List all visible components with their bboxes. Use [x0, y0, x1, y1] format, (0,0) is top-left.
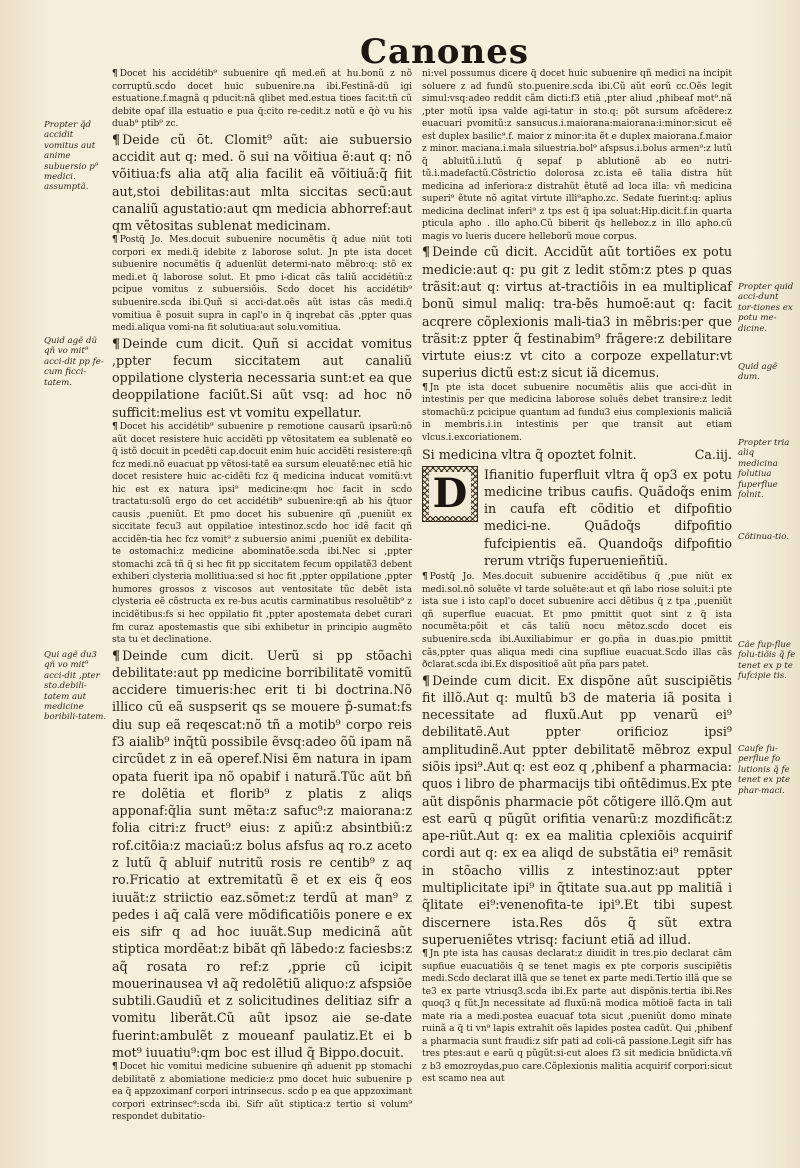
pilcrow-icon: ¶ [112, 422, 118, 432]
commentary-paragraph: ¶ Jn pte ista docet subuenire nocumẽtis aliis que acci-dũt in intestinis per que medicina laborose soluẽs debet transire:z ledit stomachũ:z pcicipue quantum ad fundu3 eius complexionis maliciã in membris.i.in intestinis per que transit aut etiam vlcus.i.excoriationem. [422, 382, 732, 443]
decorated-initial-icon: D [422, 466, 478, 522]
margin-gloss: Propter quid acci-dunt tor-tiones ex potu me-dicine. [738, 282, 794, 334]
canon-text-paragraph: ¶ Deide cũ ōt. Clomit⁹ aũt: aie subuersio accidit aut q: med. õ sui na võitiua ẽ:aut q: nõ võitiua:fs alia atq̃ alia facilit eã võitiuã:q̃ fiit aut,stoi debilitas:aut mlta siccitas secũ:aut canaliũ agustatio:aut qm medicia abhorref:aut qm vẽtositas sublenat medicinam. [112, 131, 412, 234]
pilcrow-icon: ¶ [112, 69, 118, 79]
margin-gloss: Qui agẽ du3 qñ vo mit⁹ acci-dit ,pter sto.debili-tatem aut medicine boribili-tatem. [44, 650, 107, 723]
commentary-paragraph: ¶ Docet hic vomitui medicine subuenire qñ aduenit pp stomachi debilitatẽ z abomiatione medicie:z pmo docet huic subuenire p ea q̃ appzoximanf corpori intrinsecus. scḋo p ea que appzoximant corpori extrinsec⁹:scḋa ibi. Sifr aũt stiptica:z tertio si volum⁹ respondet dubitatio- [112, 1062, 412, 1123]
pilcrow-icon: ¶ [112, 335, 121, 351]
pilcrow-icon: ¶ [112, 131, 121, 147]
commentary-paragraph: ¶ Postq̃ Jo. Mes.docuit subuenire accidẽtibus q̃ ,pue niũt ex medi.sol.nõ soluẽte vł tarde soluẽte:aut et qñ labo riose soluit:i pte ista sue i isto capl'o docet subuenire acci dẽtibus q̃ z tpa ,pueniũt qñ superflue euacuat. Et pmo pmittit quot sint z q̃ ista nocumẽta:põit et cãs taliũ nocu mẽtoz.scḋo docet eis subuenire.scḋa ibi.Auxiliabimur er go.pña in duas.pio pmittit cãs,ppter quas aliqua medi cina supfliue euacuat.Scḋo illas cãs ðclarat.scḋa ibi.Ex dispositioẽ aũt pña pars patet. [422, 572, 732, 671]
margin-gloss: Cõtinua-tio. [738, 532, 790, 542]
chapter-opening-text: Ifianitio fuperfluit vltra q̃ op3 ex potu medicine tribus caufis. Quãdoq̃s enim in caufa eft cõditio et difpofitio medici-ne. Quãdoq̃s difpofitio fufcipientis eã. Quandoq̃s difpofitio rerum vtriq̃s fuperuenieñtiũ. [484, 466, 732, 569]
margin-gloss: Cãe fup-flue folu-tiõis q̃ fe tenet ex p te fufcipie tis. [738, 640, 796, 682]
chapter-number: Ca.iij. [694, 447, 732, 463]
chapter-rubric [422, 446, 732, 463]
margin-gloss: Caufe fu-perflue fo lutionis q̃ fe tenet ex pte phar-maci. [738, 744, 791, 796]
commentary-paragraph: ¶ Postq̃ Jo. Mes.docuit subuenire nocumẽtis q̃ adue niūt toti corpori ex medi.q̃ idebite z laborose solut. Jn pte ista docet subuenire nocumẽtis q̃ aduenlūt determi-nato mẽbro:q: stõ ex medi.et q̃ laborose solut. Et pmo i-dicat cãs taliũ accidétiũ:z pcipue vomitus z subuersiõis. Scḋo docet his accidétib⁹ subuenire.scḋa ibi.Quñ si acci-dat.oẽs aũt istas cãs medi.q̃ vomitiua ẽ posuit supra in capl'o in q̃ inqrebat cãs ,ppter quas medi.aliqua vomi-na fit solutiua:aut solu.vomitiua. [112, 235, 412, 334]
pilcrow-icon: ¶ [422, 382, 428, 393]
pilcrow-icon: ¶ [112, 235, 118, 246]
chapter-opening [422, 466, 732, 570]
commentary-paragraph: ¶ Docet his accidétib⁹ subuenire p remotione causarũ ipsarũ:nõ aũt docet resistere huic accidẽti pp vẽtositatem ea sublenatẽ eo q̃ istõ docuit in pcedẽti cap.docuit enim huic accidẽti resistere:qñ fcz medi.nõ euacuat pp vẽtosi-tatẽ ea sursum eleuatẽ:nec etiã hic docet resistere huic ac-cidẽti fcz q̃ medicina inducat vomitũ:vt hic est ex natura ipsi⁹ medicine:qm hoc facit in scḋo tractatu:solũ ergo do cet accidétib⁹ subuenire:qñ ab his q̃tuor causis ,pueniũt. Et pmo docet his subuenire qñ ,pueniũt ex siccitate fecu3 aut oppilatioe intestinoz.scḋo hoc idẽ facit qñ accidẽn-tia hec fcz vomit⁹ z subuersio animi ,pueniũt ex debilita-te ostomachi:z medicine abominatõe.scḋa ibi.Nec si ,ppter stomachi zcã tñ q̃ si hec fit pp siccitatem fecum oppilatẽ3 debent exhiberi clysteria mollitiua:sed si hoc fit ,ppter oppilatione ,ppter humores grossos z viscosos aut ventositate tũc debẽt ista clysteria eẽ cõstructa ex re-bus acutis carminatibus resoluẽtib⁹ z incidẽtibus:fs si hec oppilatio fit ,ppter apostemata debet curari fm curaz apostemastis que sibi exhibetur in principio augmẽto sta tu et declinatione. [112, 422, 412, 646]
margin-gloss: Propter tria aliq medicina folutiua fuperflue folnit. [738, 438, 790, 501]
margin-gloss: Quid agẽ dũ qñ vo mit⁹ acci-dit pp fe-cum ficci-tatem. [44, 336, 104, 388]
pilcrow-icon: ¶ [422, 949, 428, 960]
canon-text-paragraph: ¶ Deinde cũ dicit. Accidũt aũt tortiões ex potu medicie:aut q: pu git z ledit stõm:z ptes p quas trãsit:aut q: virtus at-tractiõis in ea multiplicaf bonũ simul maliq: tra-bẽs humoẽ:aut q: facit acqrere cõplexionis mali-tia3 in mẽbris:per que trãsit:z ppter q̃ festinabim⁹ frãgere:z debilitare virtute eius:z vt cito a corpoze expellatur:vt superius dictũ est:z sicut iã dicemus. [422, 244, 732, 381]
margin-gloss: Propter q̃d accidit vomitus aut anime subuersio p⁹ medici. assumptã. [44, 120, 99, 193]
commentary-paragraph: ¶ Docet his accidétib⁹ subuenire qñ med.eñ at hu.bonũ z nõ corruptũ.scḋo docet huic subuenire.na ibi.Festinã-dũ igi estuatione.f.magnã q pducit:nã qlibet med.estua tioes facit:tñ cũ debite opaf illa estuatio e pua q̃:cito re-cedit.z notũ e q̃ò vu his duab⁹ ptib⁹ zc. [112, 69, 412, 130]
pilcrow-icon: ¶ [422, 572, 428, 583]
text-column-left [112, 68, 412, 1124]
pilcrow-icon: ¶ [422, 672, 431, 688]
chapter-heading: Si medicina vltra q̃ opoztet folnit. [422, 447, 637, 463]
commentary-paragraph: ¶ Jn pte ista has causas declarat:z diuidit in tres.pio declarat cãm supfiue euacuatiõis q̃ se tenet magis ex pte corporis suscipiẽtis medi.Scḋo declarat illã que se tenet ex parte medi.Tertio illã que se te3 ex parte vtriusq3.scḋa ibi.Ex parte aut dispõnis.tertia ibi.Res quoq3 q fũt.Jn necessitate ad fluxũ:nã modica mõtioẽ facta in tali mate ria a medi.postea euacuaf tota sicut ,pueniũt domo minate ruinã a q̃ ti vn⁹ lapis extrahit oẽs lapides postea cadũt. Qui ,phibenf a pharmacia sunt fraudi:z sifr pati ad coli-cã passione.Legit sifr has tres ptes:aut e earũ q pũgũt:si-cut aloes f3 sit medicia bnũdicta.vñ z b3 emozroydas,puo care.Cõplexionis malitia acquirif corpori:sicut est scamo nea aut [422, 949, 732, 1085]
canon-text-paragraph: ¶ Deinde cum dicit. Uerũ si pp stõachi debilitate:aut pp medicine borribilitatẽ vomitũ accidere timueris:hec erit ti bi doctrina.Nõ illico cũ eã suspserit qs se mouere p̃-sumat:fs diu sup eã reqescat:nõ tñ a motib⁹ corpo reis f3 aialib⁹ inq̃tũ possibile ẽvsq:adeo õũ ipam nã circũdet z in eã operef.Nisi ẽm natura in ipam opata fuerit ipa nõ opabif i naturã.Tũc aũt bñ re dolẽtia et florib⁹ z platis z aliqs apponaf:q̃lia sunt mẽta:z safuc⁹:z maiorana:z folia citri:z fruct⁹ eius: z apiũ:z absintbiũ:z rof.citõia:z maciaũ:z bolus afsfus aq ro.z aceto z lutũ q̃ abluif nutritũ rosis re centib⁹ z aq ro.Fricatio at extremitatũ ẽ et ex eis q̃ eos iuuãt:z striictio eaz.sõmet:z terdũ at man⁹ z pedes i aq̃ calã vere mõdificatiõis ponere e ex eis sifr q ad hoc iuuãt.Sup medicinã aũt stiptica mordẽat:z bibãt qñ lãbedo:z faciesbs:z aq̃ rosata ro ref:z ,pprie cũ icipit mouerinausea vł aq̃ redolẽtiũ aliquo:z afspsiõe subtili.Gaudiũ et z solicitudines delitiaz sifr a vomitu liberãt.Cũ aũt ipsoz aie se-date fuerint:ambulẽt z moueanf paulatiz.Et ei b mot⁹ iuuatiu⁹:qm boc est illud q̃ Bippo.docuit. [112, 647, 412, 1061]
text-column-right [422, 68, 732, 1086]
pilcrow-icon: ¶ [112, 1062, 118, 1073]
margin-gloss: Quid agẽ dum. [738, 362, 778, 383]
canon-text-paragraph: ¶ Deinde cum dicit. Ex dispõne aũt suscipiẽtis fit illõ.Aut q: multũ b3 de materia iã posita i necessitate ad fluxũ.Aut pp venarũ ei⁹ debilitatẽ.Aut ppter orificioz ipsi⁹ amplitudinẽ.Aut ppter debilitatẽ mẽbroz expul siõis ipsi⁹.Aut q: est eoz q ,phibenf a pharmacia: quos i libro de pharmacijs tibi oñtẽdimus.Ex pte aũt dispõnis pharmacie põt cõtigere illõ.Qm aut est earũ q pũgũt orifitia venarũ:z mozdificãt:z ape-riũt.Aut q: ex ea malitia cplexiõis acquirif cordi aut q: ex ea aliqd de substãtia ei⁹ remãsit in stõacho villis z intestinoz:aut ppter multiplicitate ipi⁹ in q̃titate sua.aut pp malitiã i q̃litate ei⁹:venenofita-te ipi⁹.Et tibi supest discernere ista.Res dõs q̃ sũt extra superueniẽtes vtrisq: faciunt etiã ad illud. [422, 672, 732, 947]
canon-text-paragraph: ¶ Deinde cum dicit. Quñ si accidat vomitus ,ppter fecum siccitatem aut canaliũ oppilatione clysteria necessaria sunt:et ea que deoppilatione faciũt.Si aũt vsq: ad hoc nõ sufficit:melius est vt vomitu expellatur. [112, 335, 412, 420]
pilcrow-icon: ¶ [422, 244, 431, 260]
pilcrow-icon: ¶ [112, 647, 121, 663]
running-header: Canones [360, 32, 529, 72]
commentary-paragraph: ni:vel possumus dicere q̃ docet huic subuenire qñ medici na incipit soluere z ad fundũ sto.puenire.scḋa ibi.Cũ aũt eorũ cc.Oẽs legit simul:vsq:adeo reddit cãm dicti:f3 etiã ,pter aliud ,phibeaf mot⁹.nã ,pter motũ ipsa valde agi-tatur in sto.q: põt sursum afcẽdere:z euacuari pvomitũ:z sansucus.i.maiorana:maiorana:i:minor:sicut eẽ est duplex basilic⁹.f. maior z minor:ita ẽt e duplex maiorana.f.maior z minor. maciana.i.mala siluestria.bol⁹ afspsus.i.bolus armen⁹:z lutũ q̃ abluitũ.i.lutũ q̃ sepaf p ablutionẽ ab eo nutri-tũ.i.madefactũ.Cõstrictio dolorosa zc.ista eẽ talia distra hũt medicina ad inferiora:z distrahũt ẽtutẽ ad loca illa: vñ medicina superi⁹ ẽtute nõ agitat virtute illi⁹apho.zc. Sedate fuerint:q: aplius medicina declinat inferi⁹ z tps est q̃ ipa soluat:Hip.dicit.f.in quarta pticula apho . illo apho.Cũ biberit q̃s helleboz.z in illo apho.cũ magis vo lueris ducere helleborũ moue corpus. [422, 69, 732, 242]
